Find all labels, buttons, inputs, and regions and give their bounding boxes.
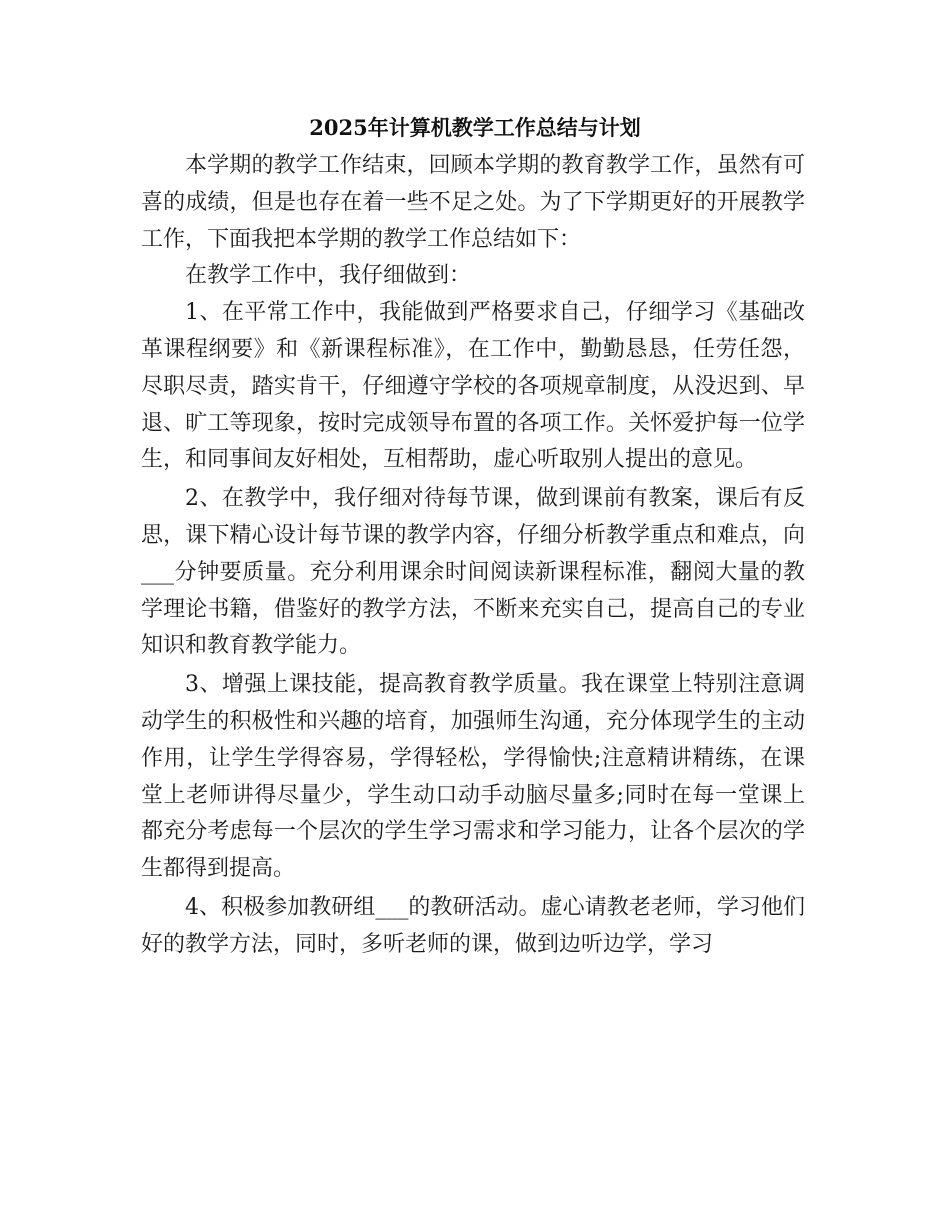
lead-in-paragraph: 在教学工作中，我仔细做到： xyxy=(185,263,472,289)
intro-paragraph: 本学期的教学工作结束，回顾本学期的教育教学工作，虽然有可喜的成绩，但是也存在着一些不足之处。为了下学期更好的开展教学工作，下面我把本学期的教学工作总结如下： xyxy=(141,153,805,252)
document-body xyxy=(141,148,805,964)
item-3-paragraph: 3、增强上课技能，提高教育教学质量。我在课堂上特别注意调动学生的积极性和兴趣的培育，加强师生沟通，充分体现学生的主动作用，让学生学得容易，学得轻松，学得愉快;注意精讲精练，在课堂上老师讲得尽量少，学生动口动手动脑尽量多;同时在每一堂课上都充分考虑每一个层次的学生学习需求和学习能力，让各个层次的学生都得到提高。 xyxy=(141,672,805,882)
item-4-paragraph: 4、积极参加教研组___的教研活动。虚心请教老老师，学习他们好的教学方法，同时，多听老师的课，做到边听边学，学习 xyxy=(141,894,805,957)
document-title: 2025年计算机教学工作总结与计划 xyxy=(309,115,641,140)
item-2-paragraph: 2、在教学中，我仔细对待每节课，做到课前有教案，课后有反思，课下精心设计每节课的教学内容，仔细分析教学重点和难点，向___分钟要质量。充分利用课余时间阅读新课程标准，翻阅大量的教学理论书籍，借鉴好的教学方法，不断来充实自己，提高自己的专业知识和教育教学能力。 xyxy=(141,486,805,659)
item-1-paragraph: 1、在平常工作中，我能做到严格要求自己，仔细学习《基础改革课程纲要》和《新课程标准》，在工作中，勤勤恳恳，任劳任怨，尽职尽责，踏实肯干，仔细遵守学校的各项规章制度，从没迟到、早退、旷工等现象，按时完成领导布置的各项工作。关怀爱护每一位学生，和同事间友好相处，互相帮助，虚心听取别人提出的意见。 xyxy=(141,300,805,473)
